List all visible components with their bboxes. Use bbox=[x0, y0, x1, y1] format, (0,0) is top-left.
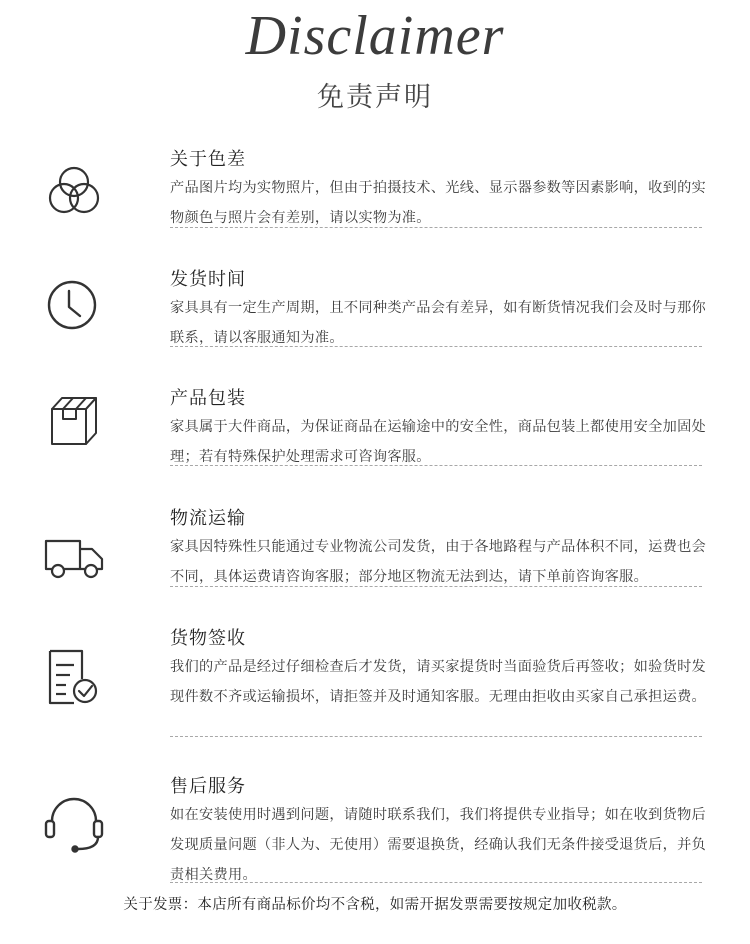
section-title: 产品包装 bbox=[170, 388, 246, 409]
invoice-note: 关于发票：本店所有商品标价均不含税，如需开据发票需要按规定加收税款。 bbox=[123, 897, 627, 913]
section-title: 物流运输 bbox=[170, 508, 246, 529]
section-title: 发货时间 bbox=[170, 269, 246, 290]
divider bbox=[170, 586, 702, 587]
divider bbox=[170, 465, 702, 466]
section-body: 家具具有一定生产周期，且不同种类产品会有差异，如有断货情况我们会及时与那你联系，请以客服通知为准。 bbox=[170, 300, 707, 346]
divider bbox=[170, 736, 702, 737]
page-subtitle: 免责声明 bbox=[317, 82, 433, 113]
section-body: 产品图片均为实物照片，但由于拍摄技术、光线、显示器参数等因素影响，收到的实物颜色与照片会有差别，请以实物为准。 bbox=[170, 180, 707, 226]
color-circles-icon bbox=[38, 155, 110, 227]
document-check-icon bbox=[38, 641, 110, 713]
divider bbox=[170, 882, 702, 883]
section-body: 家具属于大件商品，为保证商品在运输途中的安全性，商品包装上都使用安全加固处理；若有特殊保护处理需求可咨询客服。 bbox=[170, 419, 707, 465]
divider bbox=[170, 227, 702, 228]
clock-icon bbox=[38, 269, 110, 341]
section-body: 如在安装使用时遇到问题，请随时联系我们，我们将提供专业指导；如在收到货物后发现质量问题（非人为、无使用）需要退换货，经确认我们无条件接受退货后，并负责相关费用。 bbox=[170, 807, 707, 883]
section-body: 家具因特殊性只能通过专业物流公司发货，由于各地路程与产品体积不同，运费也会不同，具体运费请咨询客服；部分地区物流无法到达，请下单前咨询客服。 bbox=[170, 539, 707, 585]
headset-icon bbox=[38, 787, 110, 859]
package-box-icon bbox=[38, 387, 110, 459]
delivery-truck-icon bbox=[38, 519, 110, 591]
section-title: 货物签收 bbox=[170, 628, 246, 649]
section-body: 我们的产品是经过仔细检查后才发货，请买家提货时当面验货后再签收；如验货时发现件数不齐或运输损坏，请拒签并及时通知客服。无理由拒收由买家自己承担运费。 bbox=[170, 659, 707, 705]
page-title: Disclaimer bbox=[245, 5, 505, 67]
divider bbox=[170, 346, 702, 347]
section-title: 售后服务 bbox=[170, 776, 246, 797]
section-title: 关于色差 bbox=[170, 149, 246, 170]
